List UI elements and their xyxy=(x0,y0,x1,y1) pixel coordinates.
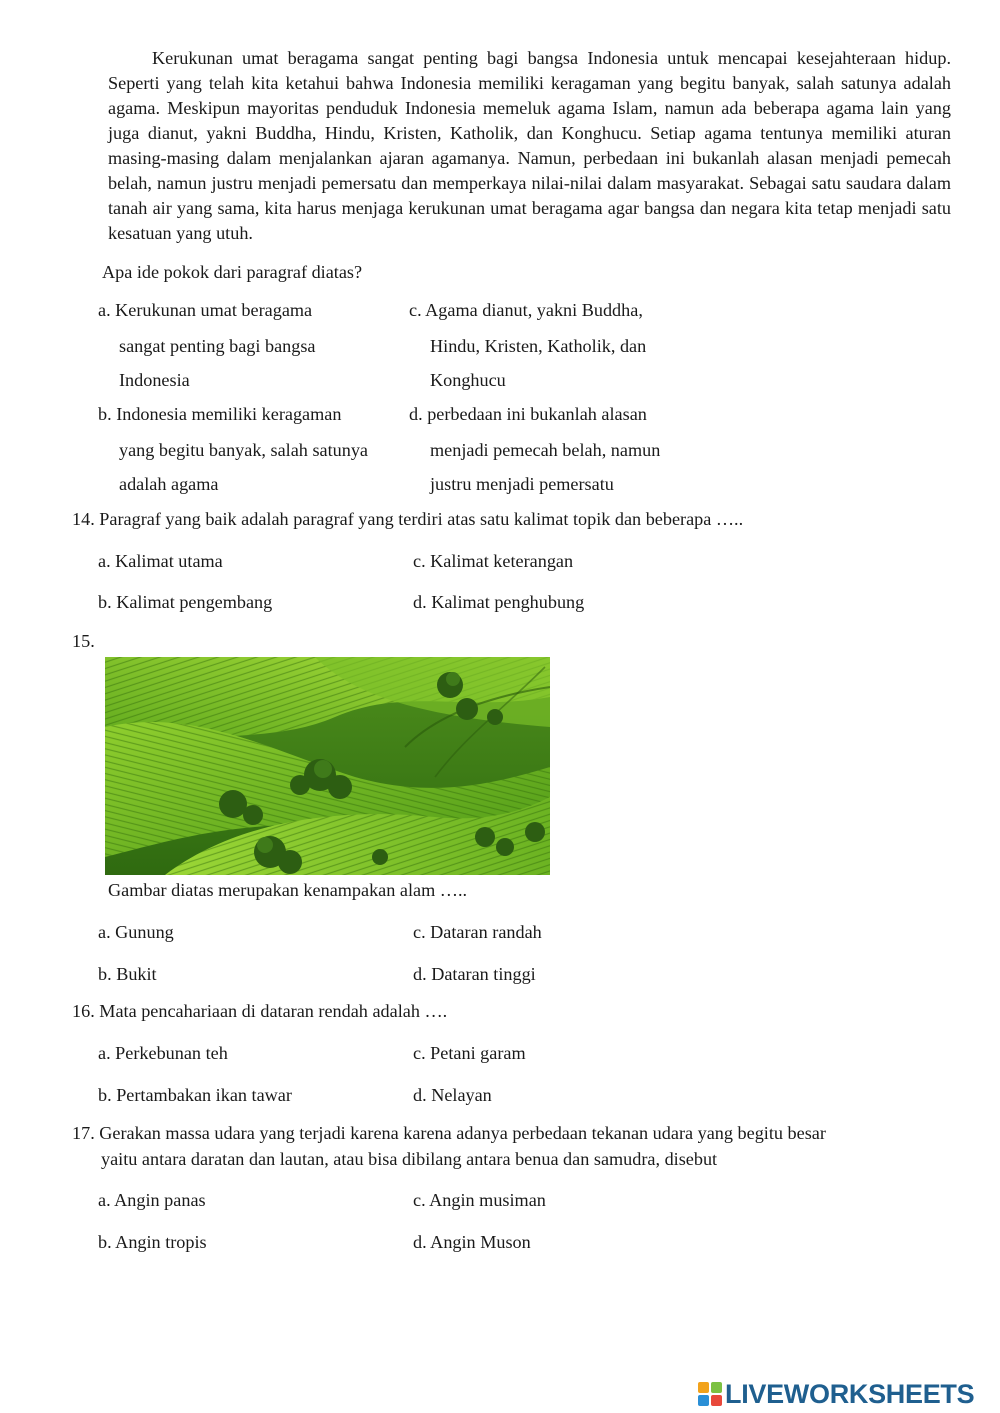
q13-option-c-line3: Konghucu xyxy=(430,370,506,390)
q13-option-d-line2: menjadi pemecah belah, namun xyxy=(430,440,661,460)
question-15-number: 15. xyxy=(72,631,95,651)
tea-plantation-hills-image xyxy=(105,657,550,875)
q17-option-d: d. Angin Muson xyxy=(413,1232,531,1252)
q14-option-b: b. Kalimat pengembang xyxy=(98,592,273,612)
brand-text: LIVEWORKSHEETS xyxy=(725,1378,975,1409)
q17-option-b: b. Angin tropis xyxy=(98,1232,207,1252)
question-14-text: 14. Paragraf yang baik adalah paragraf yang terdiri atas satu kalimat topik dan beberapa ….. xyxy=(72,509,744,529)
liveworksheets-logo-icon xyxy=(698,1382,722,1406)
liveworksheets-brand[interactable] xyxy=(698,1376,974,1412)
question-17-line2: yaitu antara daratan dan lautan, atau bisa dibilang antara benua dan samudra, disebut xyxy=(101,1149,718,1169)
q14-option-a: a. Kalimat utama xyxy=(98,551,223,571)
q13-option-a-line3: Indonesia xyxy=(119,370,190,390)
q16-option-c: c. Petani garam xyxy=(413,1043,526,1063)
q14-option-c: c. Kalimat keterangan xyxy=(413,551,574,571)
q13-option-c-line1: c. Agama dianut, yakni Buddha, xyxy=(409,300,643,320)
q13-option-c-line2: Hindu, Kristen, Katholik, dan xyxy=(430,336,647,356)
q13-option-d-line3: justru menjadi pemersatu xyxy=(430,474,614,494)
q17-option-c: c. Angin musiman xyxy=(413,1190,546,1210)
question-16-text: 16. Mata pencahariaan di dataran rendah adalah …. xyxy=(72,1001,448,1021)
q14-option-d: d. Kalimat penghubung xyxy=(413,592,585,612)
question-17-line1: 17. Gerakan massa udara yang terjadi karena karena adanya perbedaan tekanan udara yang begitu besar xyxy=(72,1123,826,1143)
q13-option-d-line1: d. perbedaan ini bukanlah alasan xyxy=(409,404,647,424)
reading-passage: Kerukunan umat beragama sangat penting bagi bangsa Indonesia untuk mencapai kesejahteraan hidup. Seperti yang telah kita ketahui bahwa Indonesia memiliki keragaman yang begitu banyak, salah satunya adalah agama. Meskipun mayoritas penduduk Indonesia memeluk agama Islam, namun ada beberapa agama lain yang juga dianut, yakni Buddha, Hindu, Kristen, Katholik, dan Konghucu. Setiap agama tentunya memiliki aturan masing-masing dalam menjalankan ajaran agamanya. Namun, perbedaan ini bukanlah alasan menjadi pemecah belah, namun justru menjadi pemersatu dan memperkaya nilai-nilai dalam masyarakat. Sebagai satu saudara dalam tanah air yang sama, kita harus menjaga kerukunan umat beragama agar bangsa dan negara kita tetap menjadi satu kesatuan yang utuh. xyxy=(108,48,951,243)
q13-option-a-line1: a. Kerukunan umat beragama xyxy=(98,300,313,320)
question-15-caption: Gambar diatas merupakan kenampakan alam ….. xyxy=(108,880,468,900)
q16-option-d: d. Nelayan xyxy=(413,1085,492,1105)
q15-option-c: c. Dataran randah xyxy=(413,922,542,942)
q13-option-b-line1: b. Indonesia memiliki keragaman xyxy=(98,404,342,424)
q13-option-b-line2: yang begitu banyak, salah satunya xyxy=(119,440,368,460)
question-13-text: Apa ide pokok dari paragraf diatas? xyxy=(102,262,363,282)
q15-option-d: d. Dataran tinggi xyxy=(413,964,536,984)
q16-option-a: a. Perkebunan teh xyxy=(98,1043,228,1063)
q15-option-b: b. Bukit xyxy=(98,964,157,984)
q15-option-a: a. Gunung xyxy=(98,922,174,942)
q13-option-b-line3: adalah agama xyxy=(119,474,219,494)
q17-option-a: a. Angin panas xyxy=(98,1190,206,1210)
q16-option-b: b. Pertambakan ikan tawar xyxy=(98,1085,292,1105)
q13-option-a-line2: sangat penting bagi bangsa xyxy=(119,336,316,356)
